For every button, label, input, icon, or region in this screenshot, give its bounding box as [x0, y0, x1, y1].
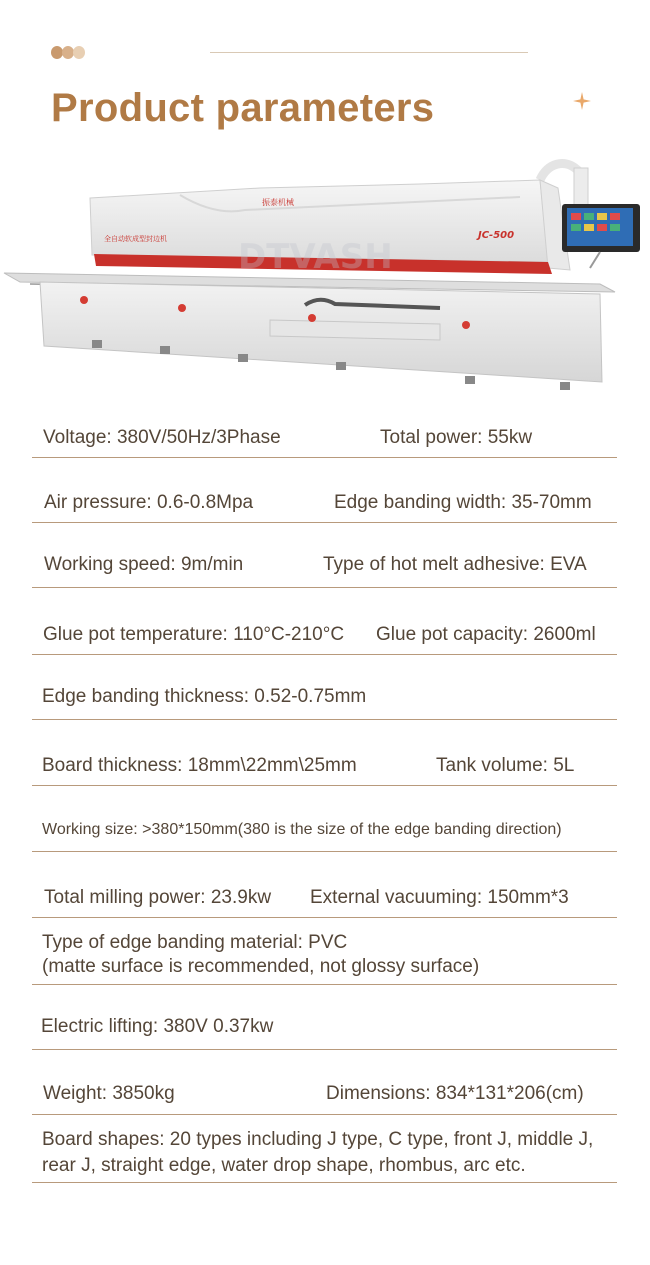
weight-text: Weight: 3850kg [43, 1083, 175, 1104]
dot-3 [73, 46, 85, 59]
param-row-edge-thickness [32, 655, 617, 720]
glue-pot-capacity-text: Glue pot capacity: 2600ml [376, 624, 596, 645]
header-divider [210, 52, 528, 53]
param-row-working-size [32, 786, 617, 852]
voltage-text: Voltage: 380V/50Hz/3Phase [43, 427, 281, 448]
external-vacuuming-text: External vacuuming: 150mm*3 [310, 887, 569, 908]
hot-melt-adhesive-text: Type of hot melt adhesive: EVA [323, 554, 587, 575]
electric-lifting-text: Electric lifting: 380V 0.37kw [41, 1016, 274, 1037]
sparkle-icon [573, 92, 591, 110]
machine-illustration [0, 150, 650, 395]
edge-banding-thickness-text: Edge banding thickness: 0.52-0.75mm [42, 686, 367, 707]
milling-power-text: Total milling power: 23.9kw [44, 887, 272, 908]
param-row-edge-material [32, 918, 617, 985]
machine-side-text: 全自动软成型封边机 [104, 235, 167, 243]
board-thickness-text: Board thickness: 18mm\22mm\25mm [42, 755, 357, 776]
board-shapes-line1: Board shapes: 20 types including J type, C type, front J, middle J, [42, 1129, 594, 1150]
param-row-weight [32, 1050, 617, 1115]
decorative-dots [51, 46, 91, 62]
working-speed-text: Working speed: 9m/min [44, 554, 244, 575]
tank-volume-text: Tank volume: 5L [436, 755, 575, 776]
edge-banding-width-text: Edge banding width: 35-70mm [334, 492, 592, 513]
param-row-air-pressure [32, 458, 617, 523]
air-pressure-text: Air pressure: 0.6-0.8Mpa [44, 492, 254, 513]
param-row-board-shapes [32, 1115, 617, 1183]
edge-material-line1: Type of edge banding material: PVC [42, 932, 348, 953]
param-row-milling-power [32, 852, 617, 918]
machine-model: JC-500 [478, 230, 515, 241]
machine-watermark: DTVASH [238, 237, 393, 277]
param-row-glue-pot [32, 588, 617, 655]
glue-pot-temperature-text: Glue pot temperature: 110°C-210°C [43, 624, 345, 645]
page-title: Product parameters [51, 86, 435, 130]
edge-material-line2: (matte surface is recommended, not glossy surface) [42, 956, 480, 977]
total-power-text: Total power: 55kw [380, 427, 533, 448]
dimensions-text: Dimensions: 834*131*206(cm) [326, 1083, 584, 1104]
board-shapes-line2: rear J, straight edge, water drop shape, rhombus, arc etc. [42, 1155, 526, 1176]
param-row-voltage [32, 415, 617, 458]
param-row-working-speed [32, 523, 617, 588]
param-row-electric-lifting [32, 985, 617, 1050]
param-row-board-thickness [32, 720, 617, 786]
working-size-text: Working size: >380*150mm(380 is the size of the edge banding direction) [42, 821, 562, 838]
machine-brand: 振泰机械 [262, 198, 294, 207]
